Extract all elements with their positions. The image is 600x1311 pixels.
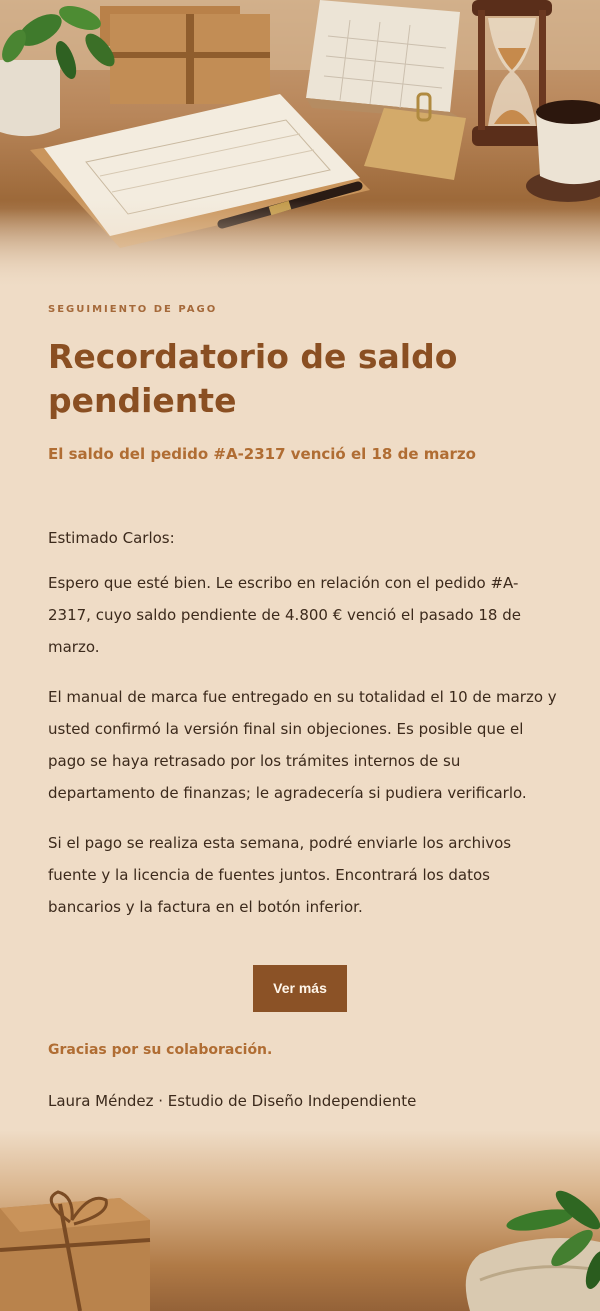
thanks-line: Gracias por su colaboración.: [48, 1042, 273, 1058]
hero-banner: [0, 0, 600, 290]
gift-box-illustration: [100, 6, 270, 104]
body-paragraph: Espero que esté bien. Le escribo en relación con el pedido #A-2317, cuyo saldo pendiente de 4.800 € venció el pasado 18 de marzo.: [48, 574, 521, 656]
gift-box-illustration: [0, 1192, 150, 1311]
eyebrow-label: SEGUIMIENTO DE PAGO: [48, 304, 218, 315]
coffee-cup-illustration: [526, 100, 600, 202]
cta-container: [48, 965, 552, 1012]
signature: Laura Méndez · Estudio de Diseño Independiente: [48, 1092, 417, 1110]
footer-banner: [0, 1130, 600, 1311]
body-paragraph: Si el pago se realiza esta semana, podré enviarle los archivos fuente y la licencia de fuentes juntos. Encontrará los datos bancarios y la factura en el botón inferior.: [48, 834, 512, 916]
page-title: Recordatorio de saldo pendiente: [48, 337, 458, 420]
greeting: Estimado Carlos:: [48, 529, 175, 547]
desk-calendar-illustration: [306, 0, 464, 120]
subtitle: El saldo del pedido #A-2317 venció el 18 de marzo: [48, 445, 476, 463]
body-paragraph: El manual de marca fue entregado en su totalidad el 10 de marzo y usted confirmó la versión final sin objeciones. Es posible que el pago se haya retrasado por los trámites internos de su departamento de finanzas; le agradecería si pudiera verificarlo.: [48, 688, 557, 802]
email-content: [48, 300, 558, 1110]
footer-illustration: [0, 1130, 600, 1311]
see-more-button[interactable]: Ver más: [253, 965, 347, 1012]
